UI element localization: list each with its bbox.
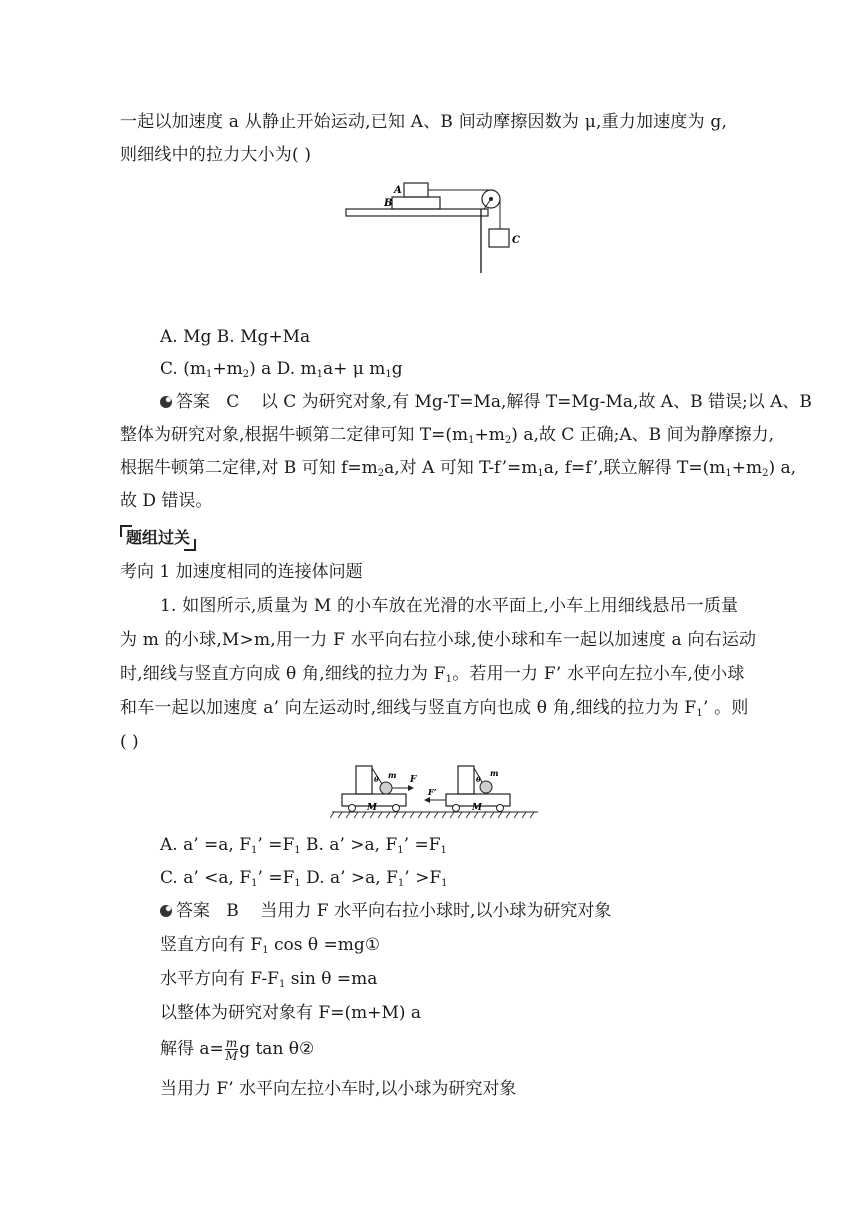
block-a xyxy=(404,183,428,197)
svg-text:θ: θ xyxy=(476,775,481,784)
q1-answer-line-2: 竖直方向有 $F_1$ cos θ =mg① xyxy=(160,935,380,956)
answer-marker-icon xyxy=(160,905,172,917)
block-c xyxy=(489,229,509,247)
svg-text:F’: F’ xyxy=(428,787,437,797)
intro-line-2: 则细线中的拉力大小为( ) xyxy=(120,145,312,165)
right-cart xyxy=(424,766,510,813)
svg-text:θ: θ xyxy=(374,775,379,784)
q0-options-row2: C. $(m_1+m_2)$ a D. $m_1a+ \mu$ $m_1g$ xyxy=(160,359,403,380)
q1-line-1: 1. 如图所示,质量为 M 的小车放在光滑的水平面上,小车上用细线悬吊一质量 xyxy=(160,596,739,616)
svg-text:M: M xyxy=(472,803,482,813)
left-cart xyxy=(342,766,417,813)
direction-heading: 考向 1 加速度相同的连接体问题 xyxy=(120,562,363,582)
q1-line-2: 为 m 的小球,M>m,用一力 F 水平向右拉小球,使小球和车一起以加速度 a 向右运动 xyxy=(120,630,757,650)
q0-answer-line-2: 整体为研究对象,根据牛顿第二定律可知 $T=(m_1+m_2)$ a,故 C 正确;A、B 间为静摩擦力, xyxy=(120,425,774,446)
q1-answer-line-5: 解得 a= $\frac{m}{M}$ g tan θ② xyxy=(160,1036,315,1063)
q1-line-3: 时,细线与竖直方向成 θ 角,细线的拉力为 $F_1$。若用一力 F’ 水平向左拉小车,使小球 xyxy=(120,664,745,685)
table-surface xyxy=(346,209,488,216)
intro-line-1: 一起以加速度 a 从静止开始运动,已知 A、B 间动摩擦因数为 μ,重力加速度为 g, xyxy=(120,112,728,132)
label-a: A xyxy=(394,185,402,196)
q1-answer-line-6: 当用力 F’ 水平向左拉小车时,以小球为研究对象 xyxy=(160,1079,517,1099)
q0-answer-line-4: 故 D 错误。 xyxy=(120,491,213,511)
block-b xyxy=(392,197,440,209)
q1-answer-line-4: 以整体为研究对象有 F=(m+M) a xyxy=(160,1003,422,1023)
svg-text:M: M xyxy=(367,803,377,813)
label-c: C xyxy=(512,235,520,246)
q1-answer-line-3: 水平方向有 $F-F_1$ sin θ =ma xyxy=(160,969,378,990)
q0-answer-line-3: 根据牛顿第二定律,对 B 可知 $f=m_2a$,对 A 可知 $T-f’=m_1a$, f=f’,联立解得 $T=(m_1+m_2)$ a, xyxy=(120,458,797,479)
section-tag: 题组过关 xyxy=(120,525,196,551)
q0-options-row1: A. Mg B. Mg+Ma xyxy=(160,327,311,347)
cart-figure xyxy=(330,760,540,822)
q1-options-row2: C. a’ <a, $F_1$’ $=F_1$ D. a’ >a, $F_1$’ $>F_1$ xyxy=(160,868,448,889)
pulley-figure xyxy=(340,175,530,275)
q1-options-row1: A. a’ =a, $F_1$’ $=F_1$ B. a’ >a, $F_1$’ $=F_1$ xyxy=(160,835,447,856)
label-b: B xyxy=(384,198,393,209)
q1-line-4: 和车一起以加速度 a’ 向左运动时,细线与竖直方向也成 θ 角,细线的拉力为 $F_1$’ 。则 xyxy=(120,698,749,719)
answer-marker-icon xyxy=(160,396,172,408)
fraction-m-over-M: $\frac{m}{M}$ xyxy=(225,1036,238,1063)
svg-text:F: F xyxy=(410,775,417,785)
q1-answer-line-1: 答案 B 当用力 F 水平向右拉小球时,以小球为研究对象 xyxy=(160,899,611,923)
svg-text:m: m xyxy=(388,770,397,780)
q1-line-5: ( ) xyxy=(120,732,139,752)
q0-answer-line-1: 答案 C 以 C 为研究对象,有 Mg-T=Ma,解得 T=Mg-Ma,故 A、B 错误;以 A、B xyxy=(160,390,812,414)
svg-text:m: m xyxy=(490,768,499,778)
